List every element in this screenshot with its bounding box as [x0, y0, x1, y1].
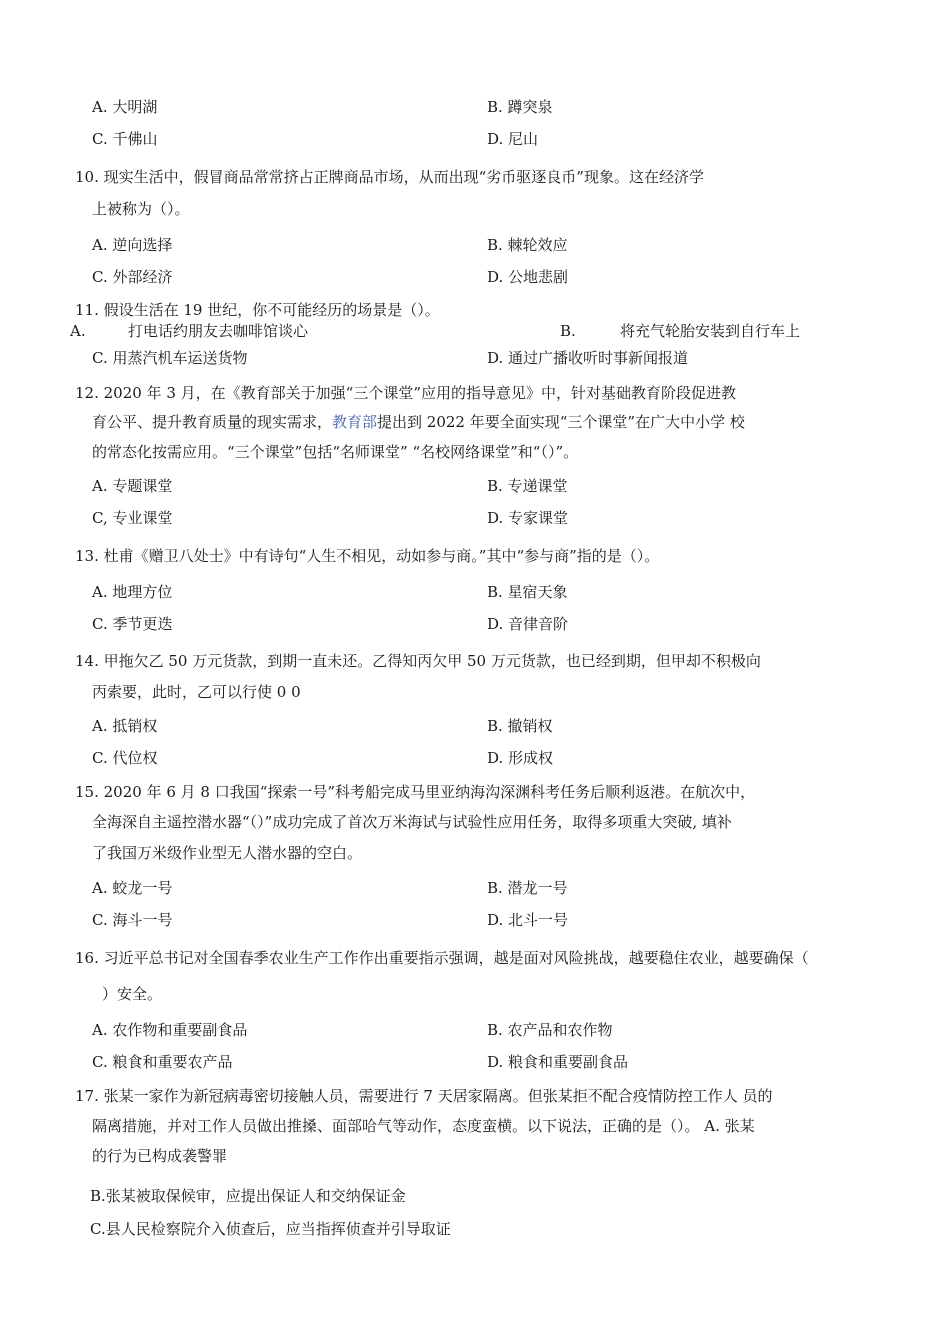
- q17-stem-line1: 17. 张某一家作为新冠病毒密切接触人员，需要进行 7 天居家隔离。但张某拒不配合疫情防控工作人 员的: [75, 1087, 773, 1105]
- q15-stem-line2: 全海深自主遥控潜水器“（）”成功完成了首次万米海试与试验性应用任务，取得多项重大突破, 填补: [92, 813, 732, 831]
- q9-option-b: B. 蹲突泉: [487, 98, 553, 116]
- q11-stem: 11. 假设生活在 19 世纪，你不可能经历的场景是（）。: [75, 301, 440, 319]
- q13-stem: 13. 杜甫《赠卫八处士》中有诗句“人生不相见，动如参与商。”其中“参与商”指的是（）。: [75, 547, 660, 565]
- q14-option-d: D. 形成权: [487, 749, 554, 767]
- q16-option-c: C. 粮食和重要农产品: [92, 1053, 233, 1071]
- q14-option-b: B. 撤销权: [487, 717, 553, 735]
- q14-option-a: A. 抵销权: [92, 717, 158, 735]
- q14-option-c: C. 代位权: [92, 749, 158, 767]
- q11-option-a-text: 打电话约朋友去咖啡馆谈心: [128, 322, 309, 340]
- q11-option-b-letter: B.: [560, 322, 576, 340]
- q11-option-c: C. 用蒸汽机车运送货物: [92, 349, 248, 367]
- q17-option-b: B.张某被取保候审，应提出保证人和交纳保证金: [90, 1187, 406, 1205]
- q15-option-b: B. 潜龙一号: [487, 879, 568, 897]
- q10-stem-line1: 10. 现实生活中，假冒商品常常挤占正牌商品市场，从而出现“劣币驱逐良币”现象。这在经济学: [75, 168, 704, 186]
- q9-option-d: D. 尼山: [487, 130, 539, 148]
- q13-option-d: D. 音律音阶: [487, 615, 569, 633]
- q17-stem-line2: 隔离措施，并对工作人员做出推搡、面部哈气等动作，态度蛮横。以下说法，正确的是（）。 A. 张某: [92, 1117, 755, 1135]
- q10-option-b: B. 棘轮效应: [487, 236, 568, 254]
- q14-stem-line2: 丙索要，此时，乙可以行使 0 0: [92, 683, 301, 701]
- q12-stem-line2: [92, 412, 745, 432]
- q14-stem-line1: 14. 甲拖欠乙 50 万元货款，到期一直未还。乙得知丙欠甲 50 万元货款，也已经到期，但甲却不积极向: [75, 652, 761, 670]
- q10-option-d: D. 公地悲剧: [487, 268, 569, 286]
- q16-stem-line1: 16. 习近平总书记对全国春季农业生产工作作出重要指示强调，越是面对风险挑战，越要稳住农业，越要确保（: [75, 949, 809, 967]
- q16-option-b: B. 农产品和农作物: [487, 1021, 613, 1039]
- q12-line2-pre: 育公平、提升教育质量的现实需求，: [92, 413, 333, 431]
- q11-option-a-letter: A.: [70, 322, 86, 340]
- q15-option-c: C. 海斗一号: [92, 911, 173, 929]
- q10-stem-line2: 上被称为（）。: [92, 200, 190, 218]
- q13-option-c: C. 季节更迭: [92, 615, 173, 633]
- q16-option-a: A. 农作物和重要副食品: [92, 1021, 248, 1039]
- q12-option-a: A. 专题课堂: [92, 477, 173, 495]
- q15-option-d: D. 北斗一号: [487, 911, 569, 929]
- q12-line2-post: 提出到 2022 年要全面实现“三个课堂”在广大中小学 校: [377, 413, 745, 431]
- q16-stem-line2: ）安全。: [102, 985, 163, 1003]
- q9-option-c: C. 千佛山: [92, 130, 158, 148]
- q12-stem-line3: 的常态化按需应用。“三个课堂”包括“名师课堂” “名校网络课堂”和“（）”。: [92, 443, 579, 461]
- q17-option-c: C.县人民检察院介入侦查后，应当指挥侦查并引导取证: [90, 1220, 451, 1238]
- q17-stem-line3: 的行为已构成袭警罪: [92, 1147, 228, 1165]
- q12-option-d: D. 专家课堂: [487, 509, 569, 527]
- q11-option-b-text: 将充气轮胎安装到自行车上: [620, 322, 801, 340]
- q12-option-c: C, 专业课堂: [92, 509, 173, 527]
- link-ministry-of-education[interactable]: 教育部: [332, 413, 378, 431]
- q13-option-b: B. 星宿天象: [487, 583, 568, 601]
- q15-stem-line3: 了我国万米级作业型无人潜水器的空白。: [92, 844, 363, 862]
- q16-option-d: D. 粮食和重要副食品: [487, 1053, 629, 1071]
- q12-stem-line1: 12. 2020 年 3 月，在《教育部关于加强“三个课堂”应用的指导意见》中，针对基础教育阶段促进教: [75, 384, 736, 402]
- q13-option-a: A. 地理方位: [92, 583, 173, 601]
- q10-option-c: C. 外部经济: [92, 268, 173, 286]
- q15-option-a: A. 蛟龙一号: [92, 879, 173, 897]
- q12-option-b: B. 专递课堂: [487, 477, 568, 495]
- q10-option-a: A. 逆向选择: [92, 236, 173, 254]
- q11-option-d: D. 通过广播收听时事新闻报道: [487, 349, 689, 367]
- q15-stem-line1: 15. 2020 年 6 月 8 口我国“探索一号”科考船完成马里亚纳海沟深渊科考任务后顺利返港。在航次中，: [75, 783, 756, 801]
- q9-option-a: A. 大明湖: [92, 98, 158, 116]
